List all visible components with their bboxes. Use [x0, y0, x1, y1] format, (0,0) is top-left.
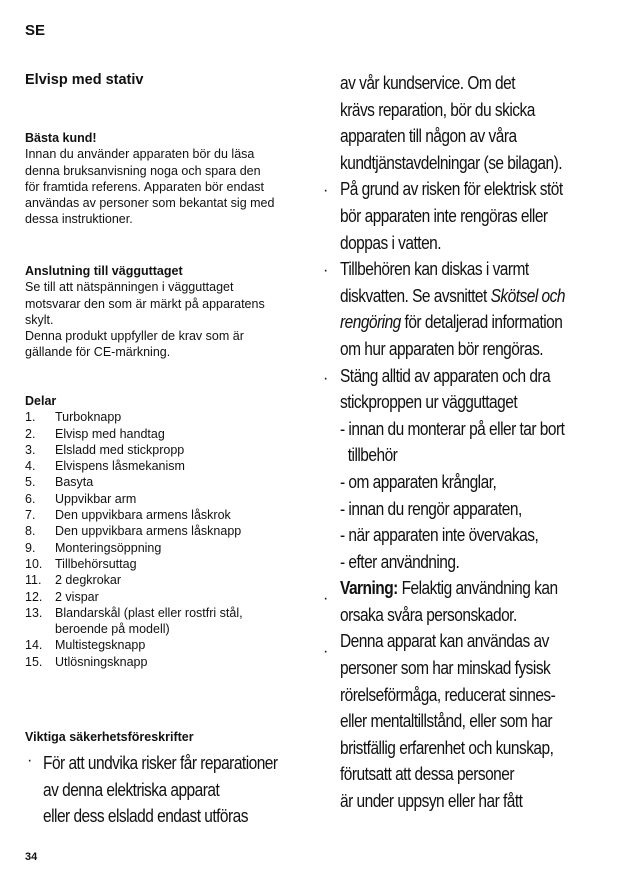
safety-line: förutsatt att dessa personer [340, 764, 515, 785]
part-label-continued: beroende på modell) [55, 622, 170, 637]
safety-line: apparaten till någon av våra [340, 126, 517, 147]
dash-item: - när apparaten inte övervakas, [340, 525, 539, 546]
part-number: 11. [25, 573, 42, 588]
connection-line: gällande för CE-märkning. [25, 345, 171, 360]
part-number: 9. [25, 540, 36, 555]
dash-item: - efter användning. [340, 551, 460, 572]
safety-line: orsaka svåra personskador. [340, 604, 517, 625]
safety-line: Tillbehören kan diskas i varmt [340, 259, 529, 280]
part-label: 2 degkrokar [55, 573, 122, 588]
part-number: 3. [25, 442, 36, 457]
part-label: Uppvikbar arm [55, 491, 137, 506]
connection-line: skylt. [25, 312, 54, 327]
intro-line: denna bruksanvisning noga och spara den [25, 163, 261, 178]
safety-heading: Viktiga säkerhetsföreskrifter [25, 730, 194, 744]
part-number: 2. [25, 426, 36, 441]
safety-line: kundtjänstavdelningar (se bilagan). [340, 152, 563, 173]
part-number: 4. [25, 459, 36, 474]
part-label: Turboknapp [55, 410, 122, 425]
bullet-icon: · [323, 643, 329, 660]
dash-item: - om apparaten krånglar, [340, 471, 497, 492]
safety-line: Denna apparat kan användas av [340, 631, 549, 652]
part-label: Utlösningsknapp [55, 654, 148, 669]
connection-line: Se till att nätspänningen i vägguttaget [25, 280, 234, 295]
safety-line: om hur apparaten bör rengöras. [340, 338, 544, 359]
list-item [25, 605, 320, 638]
dash-item: - innan du rengör apparaten, [340, 498, 522, 519]
part-label: 2 vispar [55, 589, 99, 604]
bullet-icon: · [323, 370, 329, 387]
part-label: Den uppvikbara armens låsknapp [55, 524, 242, 539]
list-item [25, 507, 320, 523]
safety-line: Stäng alltid av apparaten och dra [340, 365, 551, 386]
list-item [25, 426, 320, 442]
list-item [25, 523, 320, 539]
part-number: 8. [25, 524, 36, 539]
bullet-icon: · [27, 752, 33, 769]
safety-line: är under uppsyn eller har fått [340, 791, 523, 812]
list-item [25, 556, 320, 572]
safety-line: För att undvika risker får reparationer [43, 753, 278, 773]
part-label: Multistegsknapp [55, 638, 146, 653]
list-item [25, 474, 320, 490]
safety-line: eller mentaltillstånd, eller som har [340, 711, 553, 732]
list-item [25, 458, 320, 474]
part-label: Basyta [55, 475, 94, 490]
intro-line: Innan du använder apparaten bör du läsa [25, 147, 255, 162]
safety-line: personer som har minskad fysisk [340, 658, 551, 679]
parts-list [25, 409, 320, 670]
text-run: diskvatten. Se avsnittet [340, 285, 491, 306]
warning-label: Varning: [340, 578, 398, 599]
bullet-icon: · [323, 182, 329, 199]
intro-line: dessa instruktioner. [25, 212, 133, 227]
part-number: 14. [25, 638, 43, 653]
connection-heading: Anslutning till vägguttaget [25, 264, 183, 278]
list-item [25, 409, 320, 425]
safety-line: bristfällig erfarenhet och kunskap, [340, 737, 554, 758]
part-number: 10. [25, 556, 43, 571]
safety-left-text [43, 750, 278, 830]
safety-line: bör apparaten inte rengöras eller [340, 205, 548, 226]
safety-right-text [340, 70, 565, 815]
part-number: 12. [25, 589, 43, 604]
safety-line: rörelseförmåga, reducerat sinnes- [340, 684, 556, 705]
safety-line: doppas i vatten. [340, 232, 442, 253]
safety-line [340, 575, 565, 602]
part-label: Tillbehörsuttag [55, 556, 137, 571]
part-label: Den uppvikbara armens låskrok [55, 508, 231, 523]
safety-line: av denna elektriska apparat [43, 779, 220, 800]
part-number: 1. [25, 410, 36, 425]
safety-line: stickproppen ur vägguttaget [340, 392, 518, 413]
text-run: Felaktig användning kan [397, 578, 558, 599]
part-label: Blandarskål (plast eller rostfri stål, [55, 605, 243, 620]
part-label: Elvispens låsmekanism [55, 459, 185, 474]
list-item [25, 442, 320, 458]
intro-heading: Bästa kund! [25, 131, 97, 145]
dash-item: - innan du monterar på eller tar bort [340, 418, 565, 439]
language-code: SE [25, 22, 46, 39]
page-title: Elvisp med stativ [25, 72, 144, 88]
list-item [25, 637, 320, 653]
part-number: 15. [25, 654, 43, 669]
safety-line: eller dess elsladd endast utföras [43, 806, 248, 827]
part-label: Monteringsöppning [55, 540, 162, 555]
safety-line: krävs reparation, bör du skicka [340, 99, 535, 120]
safety-line: På grund av risken för elektrisk stöt [340, 179, 563, 200]
part-number: 6. [25, 491, 36, 506]
part-number: 5. [25, 475, 36, 490]
part-label: Elsladd med stickpropp [55, 442, 185, 457]
list-item [25, 572, 320, 588]
list-item [25, 491, 320, 507]
safety-line [340, 309, 565, 336]
intro-line: användas av personer som bekantat sig med [25, 196, 275, 211]
list-item [25, 589, 320, 605]
dash-item-continued: tillbehör [347, 445, 398, 466]
list-item [25, 654, 320, 670]
section-reference: Skötsel och [490, 285, 565, 306]
intro-line: för framtida referens. Apparaten bör endast [25, 179, 265, 194]
part-number: 7. [25, 508, 36, 523]
connection-line: motsvarar den som är märkt på apparatens [25, 296, 265, 311]
intro-section [25, 130, 315, 228]
section-reference: rengöring [340, 312, 401, 333]
connection-section [25, 263, 315, 361]
connection-line: Denna produkt uppfyller de krav som är [25, 329, 244, 344]
list-item [25, 540, 320, 556]
parts-section [25, 393, 320, 670]
safety-line [340, 283, 565, 310]
text-run: för detaljerad information [400, 312, 563, 333]
parts-heading: Delar [25, 394, 57, 408]
part-number: 13. [25, 605, 43, 620]
part-label: Elvisp med handtag [55, 426, 165, 441]
page-number: 34 [25, 851, 38, 863]
bullet-icon: · [323, 262, 329, 279]
safety-line: av vår kundservice. Om det [340, 73, 516, 93]
bullet-icon: · [323, 590, 329, 607]
